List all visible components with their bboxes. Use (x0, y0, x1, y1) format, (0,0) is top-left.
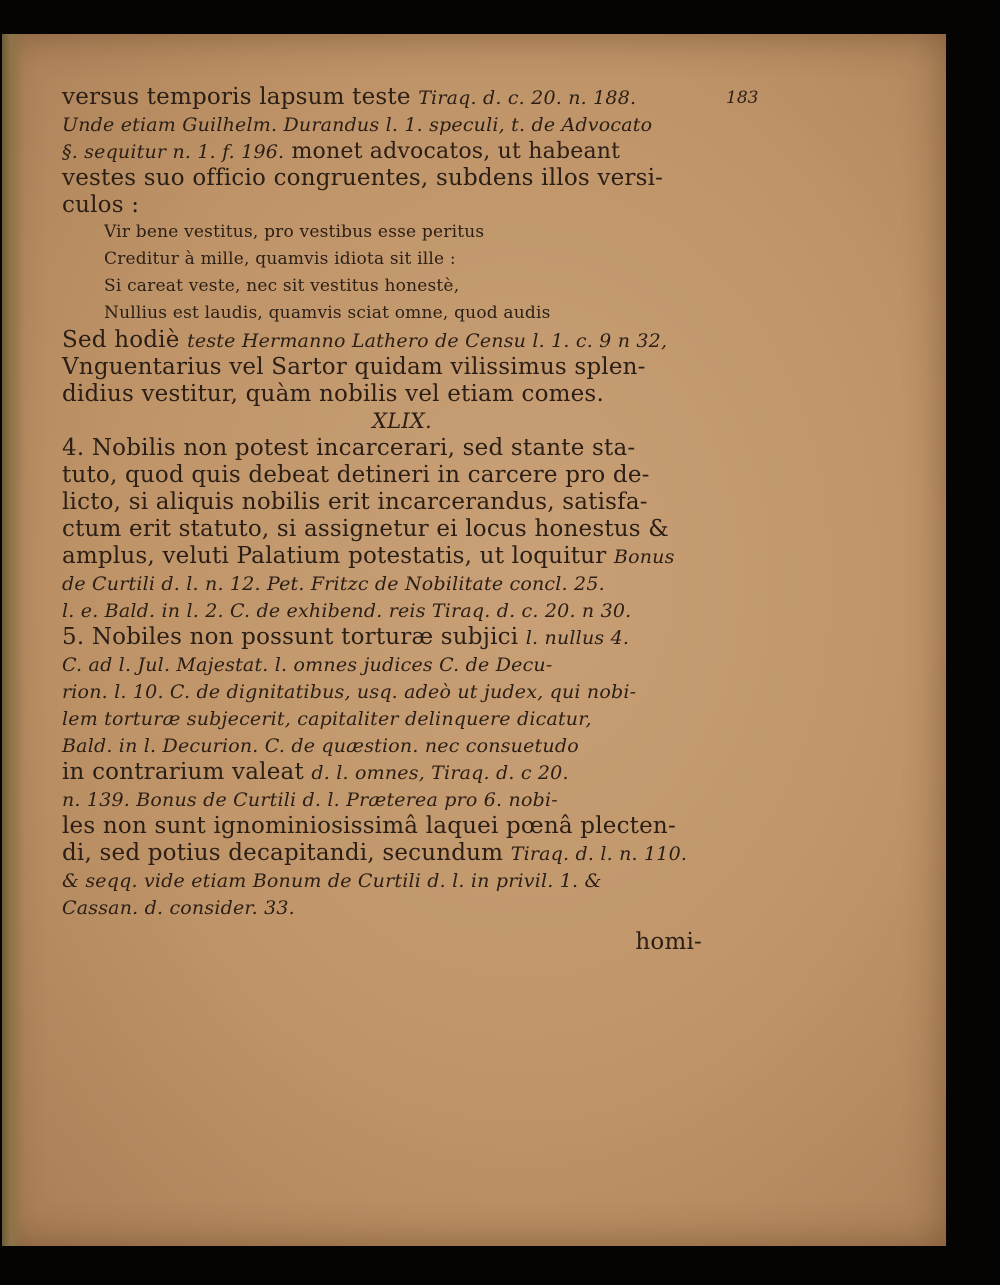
verse-block (62, 219, 742, 327)
text-line-3: §. sequitur n. 1. f. 196. monet advocatos, ut habeant (62, 139, 621, 164)
body-line: di, sed potius decapitandi, secundum Tiraq. d. l. n. 110. (62, 840, 688, 866)
text-line-4: vestes suo officio congruentes, subdens illos versi- (62, 165, 664, 191)
book-page (2, 34, 946, 1246)
body-line: Cassan. d. consider. 33. (62, 897, 295, 919)
body-line: Bald. in l. Decurion. C. de quæstion. nec consuetudo (62, 735, 579, 757)
text-line-after-verse-2: Vnguentarius vel Sartor quidam vilissimus splen- (62, 354, 646, 380)
section-heading: XLIX. (372, 409, 432, 433)
body-line: ctum erit statuto, si assignetur ei locus honestus & (62, 516, 669, 542)
body-line: tuto, quod quis debeat detineri in carcere pro de- (62, 462, 650, 488)
body-line: in contrarium valeat d. l. omnes, Tiraq. d. c 20. (62, 759, 569, 785)
body-line: C. ad l. Jul. Majestat. l. omnes judices C. de Decu- (62, 654, 553, 676)
body-line: l. e. Bald. in l. 2. C. de exhibend. reis Tiraq. d. c. 20. n 30. (62, 600, 632, 622)
text-line-1: versus temporis lapsum teste Tiraq. d. c. 20. n. 188. (62, 84, 637, 110)
body-line: n. 139. Bonus de Curtili d. l. Præterea pro 6. nobi- (62, 789, 558, 811)
text-line-5: culos : (62, 192, 140, 218)
body-line: & seqq. vide etiam Bonum de Curtili d. l. in privil. 1. & (62, 870, 602, 892)
body-line: rion. l. 10. C. de dignitatibus, usq. adeò ut judex, qui nobi- (62, 681, 637, 703)
body-line: lem torturæ subjecerit, capitaliter delinquere dicatur, (62, 708, 592, 730)
body-line: amplus, veluti Palatium potestatis, ut loquitur Bonus (62, 543, 675, 569)
verse-line: Creditur à mille, quamvis idiota sit ille : (104, 249, 456, 269)
body-line: licto, si aliquis nobilis erit incarcerandus, satisfa- (62, 489, 648, 515)
page-text (62, 84, 742, 956)
catchword: homi- (635, 929, 702, 955)
body-line: 5. Nobiles non possunt torturæ subjici l. nullus 4. (62, 624, 630, 650)
body-line: les non sunt ignominiosissimâ laquei pœnâ plecten- (62, 813, 676, 839)
body-line: de Curtili d. l. n. 12. Pet. Fritzc de Nobilitate concl. 25. (62, 573, 605, 595)
text-line-after-verse-1: Sed hodiè teste Hermanno Lathero de Censu l. 1. c. 9 n 32, (62, 327, 668, 353)
verse-line: Nullius est laudis, quamvis sciat omne, quod audis (104, 303, 551, 323)
verse-line: Vir bene vestitus, pro vestibus esse peritus (104, 222, 485, 242)
text-line-2: Unde etiam Guilhelm. Durandus l. 1. speculi, t. de Advocato (62, 114, 653, 136)
verse-line: Si careat veste, nec sit vestitus honestè, (104, 276, 460, 296)
body-line: 4. Nobilis non potest incarcerari, sed stante sta- (62, 435, 636, 461)
page-number: 183 (726, 88, 759, 108)
text-line-after-verse-3: didius vestitur, quàm nobilis vel etiam comes. (62, 381, 604, 407)
